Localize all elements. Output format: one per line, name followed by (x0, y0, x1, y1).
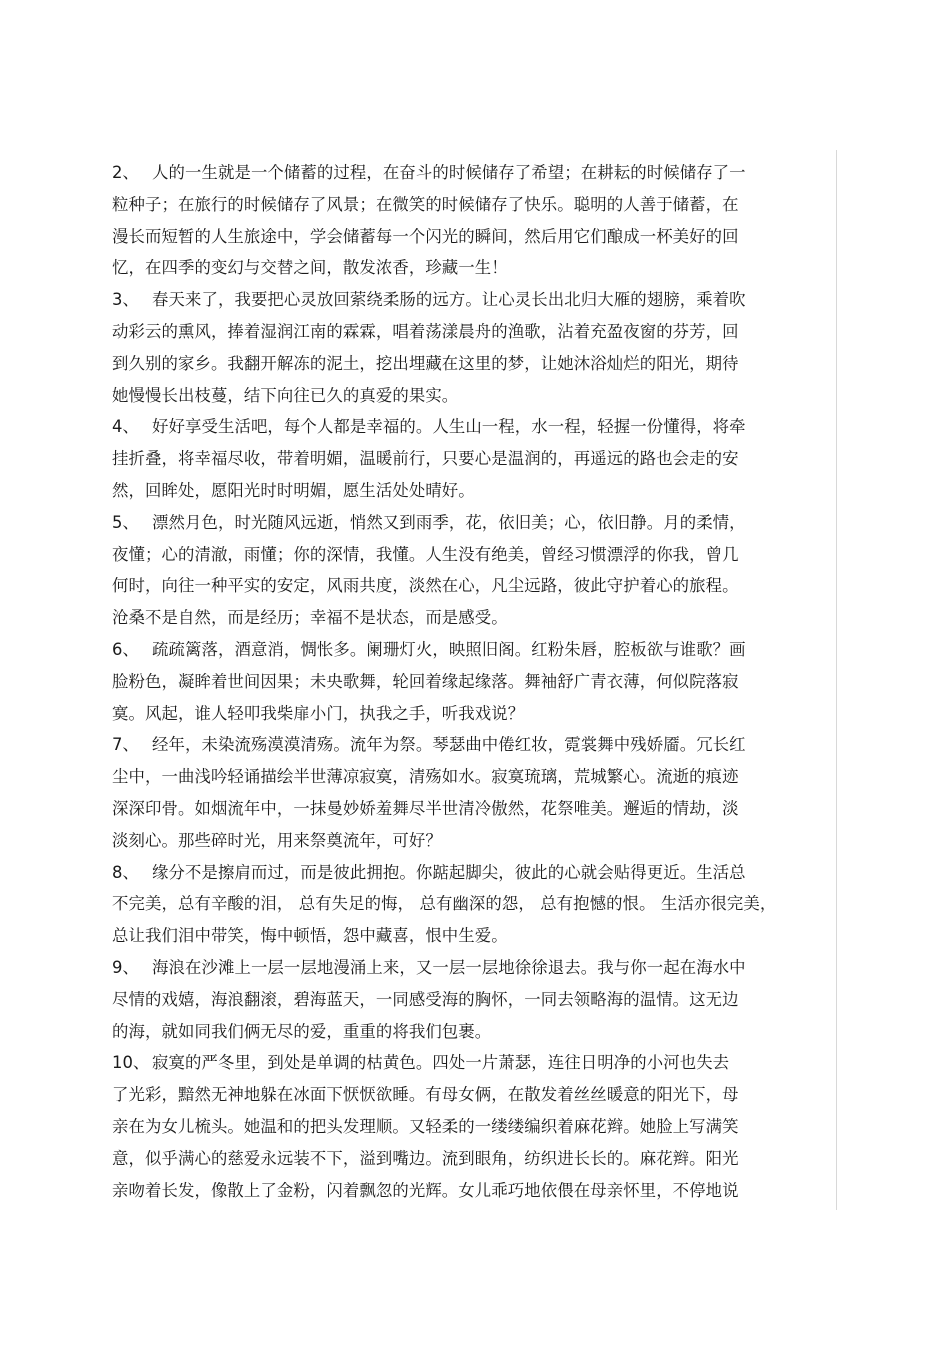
paragraph-text: 经年，未染流殇漠漠清殇。流年为祭。琴瑟曲中倦红妆，霓裳舞中残娇靥。冗长红 (152, 735, 746, 755)
paragraph-text: 春天来了，我要把心灵放回萦绕柔肠的远方。让心灵长出北归大雁的翅膀，乘着吹 (152, 290, 746, 310)
paragraph-line (112, 157, 837, 189)
paragraph-text: 好好享受生活吧，每个人都是幸福的。人生山一程，水一程，轻握一份懂得，将牵 (152, 417, 746, 437)
paragraph-text: 寂寞的严冬里，到处是单调的枯黄色。四处一片萧瑟，连往日明净的小河也失去 (152, 1053, 730, 1073)
paragraph-text: 意，似乎满心的慈爱永远装不下，溢到嘴边。流到眼角，纺织进长长的。麻花辫。阳光 (112, 1148, 739, 1168)
paragraph-number: 9、 (112, 957, 140, 977)
paragraph-line (112, 984, 837, 1016)
paragraph-line (112, 920, 837, 952)
paragraph-number: 8、 (112, 862, 140, 882)
paragraph-line (112, 761, 837, 793)
paragraph-line (112, 729, 837, 761)
paragraph-line (112, 634, 837, 666)
paragraph-text: 挂折叠，将幸福尽收，带着明媚，温暖前行，只要心是温润的，再遥远的路也会走的安 (112, 449, 739, 469)
paragraph-text: 到久别的家乡。我翻开解冻的泥土，挖出埋藏在这里的梦，让她沐浴灿烂的阳光，期待 (112, 353, 739, 373)
paragraph-text: 尘中，一曲浅吟轻诵描绘半世薄凉寂寞，清殇如水。寂寞琉璃，荒城繁心。流逝的痕迹 (112, 767, 739, 787)
paragraph-line (112, 380, 837, 412)
paragraph-line (112, 411, 837, 443)
paragraph-text: 脸粉色，凝眸着世间因果；未央歌舞，轮回着缘起缘落。舞袖舒广青衣薄，何似院落寂 (112, 671, 739, 691)
paragraph-number: 7、 (112, 735, 140, 755)
paragraph-line (112, 284, 837, 316)
paragraph-line (112, 507, 837, 539)
paragraph-line (112, 1175, 837, 1207)
paragraph-line (112, 570, 837, 602)
paragraph-number: 2、 (112, 163, 140, 182)
document-body (112, 157, 837, 1206)
paragraph-text: 粒种子；在旅行的时候储存了风景；在微笑的时候储存了快乐。聪明的人善于储蓄，在 (112, 194, 739, 214)
paragraph-line (112, 221, 837, 253)
paragraph-line (112, 888, 837, 920)
paragraph-text: 漂然月色，时光随风远逝，悄然又到雨季，花，依旧美；心，依旧静。月的柔情， (152, 512, 746, 532)
paragraph-line (112, 316, 837, 348)
paragraph-line (112, 475, 837, 507)
paragraph-line (112, 698, 837, 730)
paragraph-line (112, 348, 837, 380)
paragraph-text: 不完美，总有辛酸的泪， 总有失足的悔， 总有幽深的怨， 总有抱憾的恨。 生活亦很完美， (112, 894, 777, 914)
paragraph-text: 亲在为女儿梳头。她温和的把头发理顺。又轻柔的一缕缕编织着麻花辫。她脸上写满笑 (112, 1116, 739, 1136)
paragraph-line (112, 1079, 837, 1111)
paragraph-number: 3、 (112, 290, 140, 310)
paragraph-line (112, 666, 837, 698)
paragraph-text: 深深印骨。如烟流年中，一抹曼妙娇羞舞尽半世清冷傲然，花祭唯美。邂逅的情劫，淡 (112, 798, 739, 818)
paragraph-line (112, 1111, 837, 1143)
paragraph-text: 忆，在四季的变幻与交替之间，散发浓香，珍藏一生！ (112, 258, 508, 278)
paragraph-text: 尽情的戏嬉，海浪翻滚，碧海蓝天，一同感受海的胸怀，一同去领略海的温情。这无边 (112, 989, 739, 1009)
paragraph-text: 动彩云的熏风，捧着湿润江南的霖霖，唱着荡漾晨舟的渔歌，沾着充盈夜窗的芬芳，回 (112, 321, 739, 341)
paragraph-text: 海浪在沙滩上一层一层地漫涌上来，又一层一层地徐徐退去。我与你一起在海水中 (152, 957, 746, 977)
paragraph-text: 寞。风起，谁人轻叩我柴扉小门，执我之手，听我戏说？ (112, 703, 525, 723)
paragraph-text: 漫长而短暂的人生旅途中，学会储蓄每一个闪光的瞬间，然后用它们酿成一杯美好的回 (112, 226, 739, 246)
paragraph-line (112, 1143, 837, 1175)
paragraph-line (112, 825, 837, 857)
paragraph-number: 4、 (112, 417, 140, 437)
paragraph-text: 疏疏篱落，酒意消，惆怅多。阑珊灯火，映照旧阁。红粉朱唇，腔板欲与谁歌？画 (152, 639, 746, 659)
paragraph-line (112, 793, 837, 825)
paragraph-text: 何时，向往一种平实的安定，风雨共度，淡然在心，凡尘远路，彼此守护着心的旅程。 (112, 576, 739, 596)
paragraph-text: 缘分不是擦肩而过，而是彼此拥抱。你踮起脚尖，彼此的心就会贴得更近。生活总 (152, 862, 746, 882)
paragraph-line (112, 189, 837, 221)
paragraph-number: 5、 (112, 512, 140, 532)
paragraph-line (112, 857, 837, 889)
paragraph-line (112, 252, 837, 284)
paragraph-line (112, 952, 837, 984)
paragraph-text: 淡刻心。那些碎时光，用来祭奠流年，可好？ (112, 830, 442, 850)
paragraph-line (112, 602, 837, 634)
paragraph-text: 人的一生就是一个储蓄的过程，在奋斗的时候储存了希望；在耕耘的时候储存了一 (152, 163, 746, 182)
paragraph-line (112, 1016, 837, 1048)
paragraph-line (112, 539, 837, 571)
paragraph-number: 10、 (112, 1053, 150, 1073)
paragraph-text: 夜懂；心的清澈，雨懂；你的深情，我懂。人生没有绝美，曾经习惯漂浮的你我，曾几 (112, 544, 739, 564)
paragraph-text: 然，回眸处，愿阳光时时明媚，愿生活处处晴好。 (112, 480, 475, 500)
paragraph-number: 6、 (112, 639, 140, 659)
paragraph-line (112, 443, 837, 475)
paragraph-text: 亲吻着长发，像散上了金粉，闪着飘忽的光辉。女儿乖巧地依偎在母亲怀里，不停地说 (112, 1180, 739, 1200)
paragraph-text: 沧桑不是自然，而是经历；幸福不是状态，而是感受。 (112, 608, 508, 628)
paragraph-text: 了光彩，黯然无神地躲在冰面下恹恹欲睡。有母女俩，在散发着丝丝暖意的阳光下，母 (112, 1085, 739, 1105)
paragraph-line (112, 1047, 837, 1079)
paragraph-text: 她慢慢长出枝蔓，结下向往已久的真爱的果实。 (112, 385, 459, 405)
paragraph-text: 总让我们泪中带笑，悔中顿悟，怨中藏喜，恨中生爱。 (112, 926, 508, 946)
paragraph-text: 的海，就如同我们俩无尽的爱，重重的将我们包裹。 (112, 1021, 492, 1041)
